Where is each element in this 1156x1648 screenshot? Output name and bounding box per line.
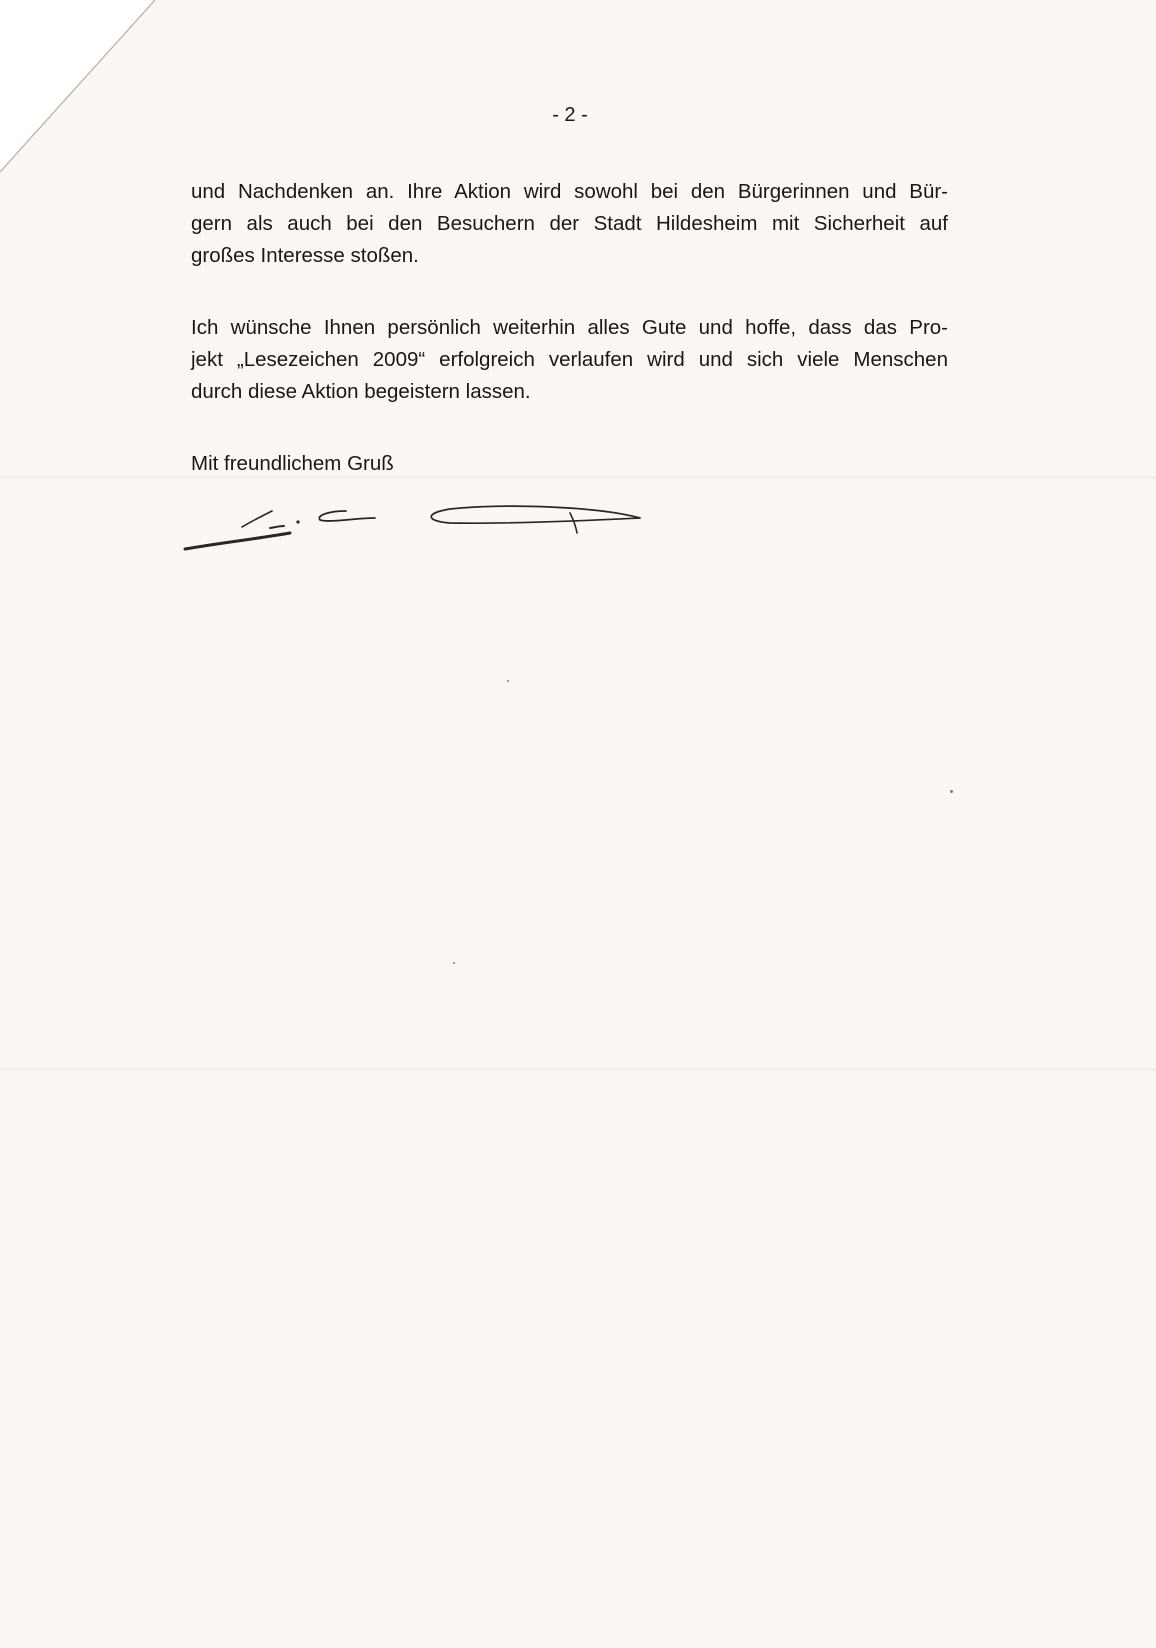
paper-speck bbox=[507, 680, 509, 682]
paragraph bbox=[191, 176, 948, 272]
paper-fold-line bbox=[0, 476, 1156, 479]
text-line: gern als auch bei den Besuchern der Stadt Hildesheim mit Sicherheit auf bbox=[191, 212, 948, 235]
paper-speck bbox=[453, 962, 455, 964]
text-line: jekt „Lesezeichen 2009“ erfolgreich verlaufen wird und sich viele Menschen bbox=[191, 348, 948, 371]
text-line: durch diese Aktion begeistern lassen. bbox=[191, 380, 531, 403]
page-number: - 2 - bbox=[552, 104, 588, 126]
letter-body bbox=[191, 176, 948, 448]
text-line: und Nachdenken an. Ihre Aktion wird sowohl bei den Bürgerinnen und Bür- bbox=[191, 180, 948, 203]
text-line: großes Interesse stoßen. bbox=[191, 244, 419, 267]
handwritten-signature bbox=[180, 505, 660, 565]
folded-corner bbox=[0, 0, 160, 180]
paper-speck bbox=[950, 790, 953, 793]
closing-salutation: Mit freundlichem Gruß bbox=[191, 452, 394, 475]
paper-fold-line bbox=[0, 1068, 1156, 1071]
text-line: Ich wünsche Ihnen persönlich weiterhin alles Gute und hoffe, dass das Pro- bbox=[191, 316, 948, 339]
paragraph bbox=[191, 312, 948, 408]
